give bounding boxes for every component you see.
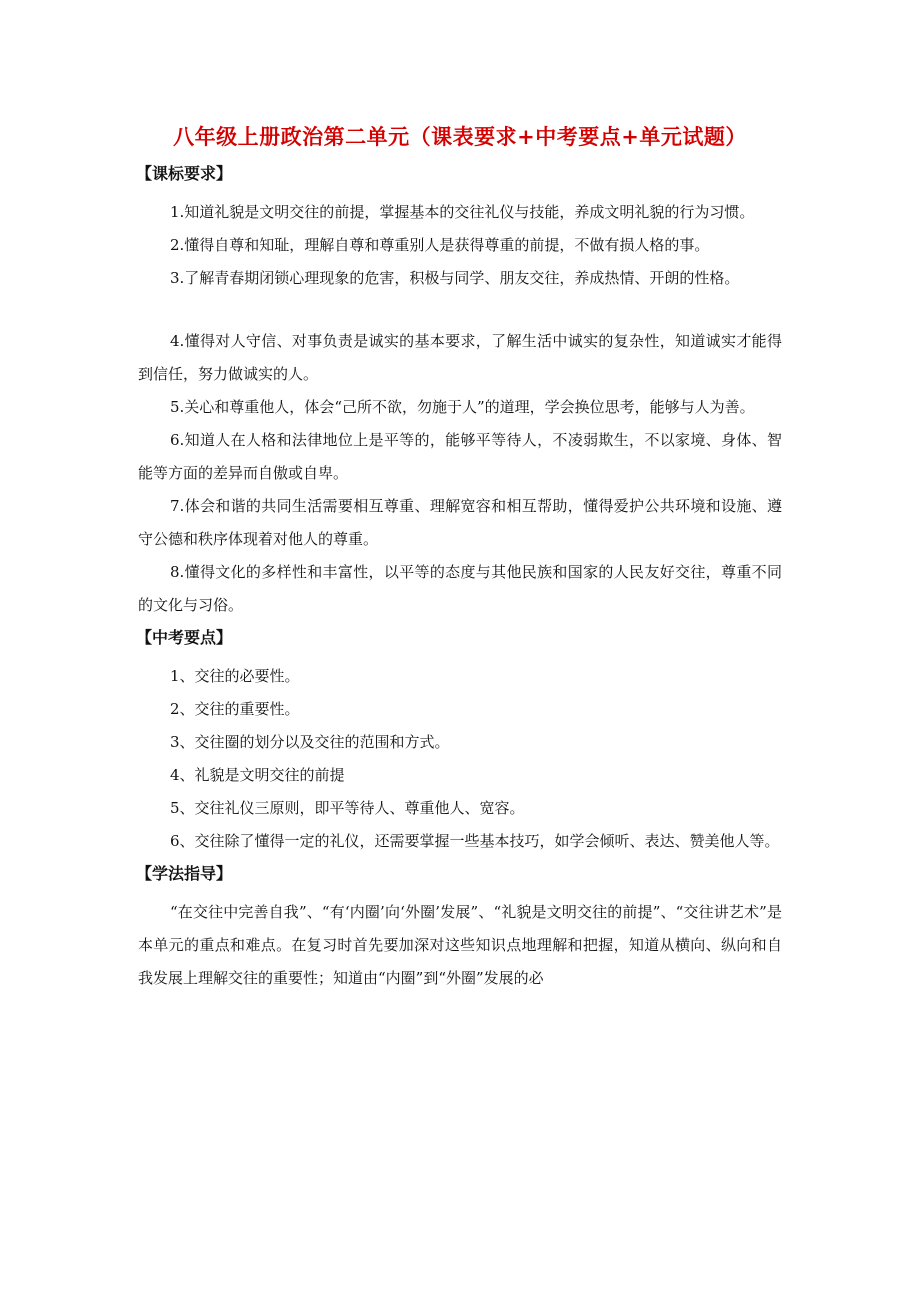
study-guide-heading: 【学法指导】 [136, 864, 233, 883]
study-guide-section [138, 862, 782, 995]
curriculum-section [138, 162, 782, 622]
curriculum-item: 6.知道人在人格和法律地位上是平等的，能够平等待人，不凌弱欺生，不以家境、身体、智能等方面的差异而自傲或自卑。 [138, 431, 782, 482]
exam-points-heading: 【中考要点】 [136, 628, 233, 647]
curriculum-heading: 【课标要求】 [136, 164, 233, 183]
exam-points-section [138, 626, 782, 858]
exam-point-item: 1、交往的必要性。 [170, 667, 300, 685]
exam-point-item: 6、交往除了懂得一定的礼仪，还需要掌握一些基本技巧，如学会倾听、表达、赞美他人等。 [170, 832, 780, 850]
curriculum-item: 5.关心和尊重他人，体会“己所不欲，勿施于人”的道理，学会换位思考，能够与人为善。 [170, 398, 755, 416]
exam-point-item: 4、礼貌是文明交往的前提 [170, 766, 345, 784]
curriculum-item: 7.体会和谐的共同生活需要相互尊重、理解宽容和相互帮助，懂得爱护公共环境和设施、遵守公德和秩序体现着对他人的尊重。 [138, 497, 782, 548]
study-guide-text: “在交往中完善自我”、“有‘内圈’向‘外圈’发展”、“礼貌是文明交往的前提”、“交往讲艺术”是本单元的重点和难点。在复习时首先要加深对这些知识点地理解和把握，知道从横向、纵向和自我发展上理解交往的重要性；知道由“内圈”到“外圈”发展的必 [138, 903, 782, 987]
exam-point-item: 2、交往的重要性。 [170, 700, 300, 718]
exam-point-item: 3、交往圈的划分以及交往的范围和方式。 [170, 733, 450, 751]
curriculum-item: 2.懂得自尊和知耻，理解自尊和尊重别人是获得尊重的前提，不做有损人格的事。 [170, 236, 710, 254]
curriculum-item: 4.懂得对人守信、对事负责是诚实的基本要求，了解生活中诚实的复杂性，知道诚实才能得到信任，努力做诚实的人。 [138, 332, 782, 383]
curriculum-item: 1.知道礼貌是文明交往的前提，掌握基本的交往礼仪与技能，养成文明礼貌的行为习惯。 [170, 203, 755, 221]
exam-point-item: 5、交往礼仪三原则，即平等待人、尊重他人、宽容。 [170, 799, 525, 817]
document-title: 八年级上册政治第二单元（课表要求+中考要点+单元试题） [173, 124, 747, 149]
curriculum-item: 8.懂得文化的多样性和丰富性，以平等的态度与其他民族和国家的人民友好交往，尊重不同的文化与习俗。 [138, 563, 782, 614]
curriculum-item: 3.了解青春期闭锁心理现象的危害，积极与同学、朋友交往，养成热情、开朗的性格。 [170, 269, 740, 287]
